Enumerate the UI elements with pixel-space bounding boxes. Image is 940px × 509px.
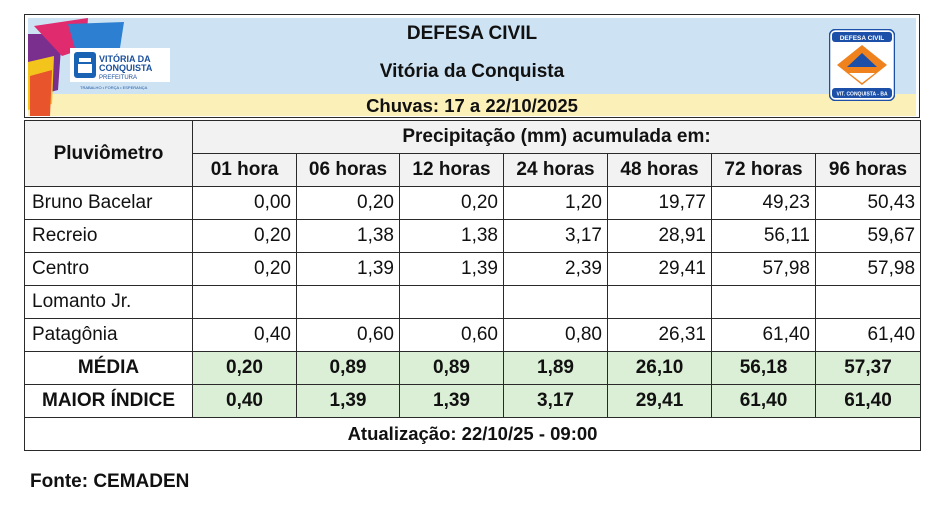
table-row	[25, 253, 921, 286]
maior-indice-value: 1,39	[400, 385, 504, 418]
logo-left-motto: TRABALHO • FORÇA • ESPERANÇA	[80, 85, 148, 90]
rainfall-table	[24, 120, 921, 451]
value-cell	[504, 286, 608, 319]
media-value: 26,10	[608, 352, 712, 385]
logo-left-line2: CONQUISTA	[99, 63, 153, 73]
value-cell: 26,31	[608, 319, 712, 352]
media-value: 57,37	[816, 352, 921, 385]
defesa-civil-logo	[829, 29, 895, 101]
value-cell: 0,20	[193, 220, 297, 253]
header-line-1: DEFESA CIVIL	[406, 23, 538, 44]
value-cell: 28,91	[608, 220, 712, 253]
station-column-header: Pluviômetro	[25, 121, 193, 187]
value-cell: 0,80	[504, 319, 608, 352]
column-header: 96 horas	[816, 154, 921, 187]
logo-left-line3: PREFEITURA	[99, 75, 138, 81]
update-timestamp: Atualização: 22/10/25 - 09:00	[25, 418, 921, 451]
value-cell: 50,43	[816, 187, 921, 220]
logo-right-bottom: VIT. CONQUISTA - BA	[836, 91, 888, 98]
value-cell: 1,38	[297, 220, 400, 253]
value-cell	[608, 286, 712, 319]
maior-indice-value: 3,17	[504, 385, 608, 418]
station-name: Recreio	[25, 220, 193, 253]
column-header: 01 hora	[193, 154, 297, 187]
source-label: Fonte: CEMADEN	[30, 471, 190, 492]
precipitation-group-header: Precipitação (mm) acumulada em:	[193, 121, 921, 154]
table-row	[25, 220, 921, 253]
value-cell	[400, 286, 504, 319]
media-value: 0,89	[400, 352, 504, 385]
value-cell: 49,23	[712, 187, 816, 220]
value-cell: 0,60	[297, 319, 400, 352]
value-cell	[193, 286, 297, 319]
table-row	[25, 187, 921, 220]
station-name: Centro	[25, 253, 193, 286]
value-cell: 57,98	[816, 253, 921, 286]
value-cell	[816, 286, 921, 319]
value-cell: 0,20	[297, 187, 400, 220]
maior-indice-value: 61,40	[712, 385, 816, 418]
update-row	[25, 418, 921, 451]
value-cell: 0,20	[400, 187, 504, 220]
value-cell: 57,98	[712, 253, 816, 286]
maior-indice-value: 0,40	[193, 385, 297, 418]
column-header: 24 horas	[504, 154, 608, 187]
value-cell: 0,00	[193, 187, 297, 220]
value-cell: 1,20	[504, 187, 608, 220]
value-cell	[712, 286, 816, 319]
media-value: 0,20	[193, 352, 297, 385]
header-line-2: Vitória da Conquista	[379, 61, 565, 82]
logo-right-top: DEFESA CIVIL	[839, 35, 885, 42]
value-cell: 1,39	[297, 253, 400, 286]
table-header-row-1	[25, 121, 921, 154]
value-cell: 3,17	[504, 220, 608, 253]
maior-indice-label: MAIOR ÍNDICE	[25, 385, 193, 418]
table-row	[25, 319, 921, 352]
value-cell: 29,41	[608, 253, 712, 286]
value-cell: 59,67	[816, 220, 921, 253]
value-cell: 56,11	[712, 220, 816, 253]
header-date-range: Chuvas: 17 a 22/10/2025	[366, 95, 578, 116]
media-value: 1,89	[504, 352, 608, 385]
maior-indice-value: 29,41	[608, 385, 712, 418]
value-cell: 0,60	[400, 319, 504, 352]
value-cell	[297, 286, 400, 319]
report-header	[24, 14, 920, 118]
column-header: 12 horas	[400, 154, 504, 187]
logo-left-line1: VITÓRIA DA	[99, 54, 151, 64]
station-name: Patagônia	[25, 319, 193, 352]
column-header: 72 horas	[712, 154, 816, 187]
value-cell: 1,38	[400, 220, 504, 253]
media-label: MÉDIA	[25, 352, 193, 385]
maior-indice-value: 61,40	[816, 385, 921, 418]
table-row	[25, 286, 921, 319]
value-cell: 0,20	[193, 253, 297, 286]
value-cell: 0,40	[193, 319, 297, 352]
column-header: 48 horas	[608, 154, 712, 187]
media-value: 0,89	[297, 352, 400, 385]
value-cell: 61,40	[816, 319, 921, 352]
value-cell: 19,77	[608, 187, 712, 220]
media-value: 56,18	[712, 352, 816, 385]
media-row	[25, 352, 921, 385]
station-name: Bruno Bacelar	[25, 187, 193, 220]
maior-indice-value: 1,39	[297, 385, 400, 418]
station-name: Lomanto Jr.	[25, 286, 193, 319]
value-cell: 1,39	[400, 253, 504, 286]
value-cell: 61,40	[712, 319, 816, 352]
value-cell: 2,39	[504, 253, 608, 286]
column-header: 06 horas	[297, 154, 400, 187]
maior-indice-row	[25, 385, 921, 418]
